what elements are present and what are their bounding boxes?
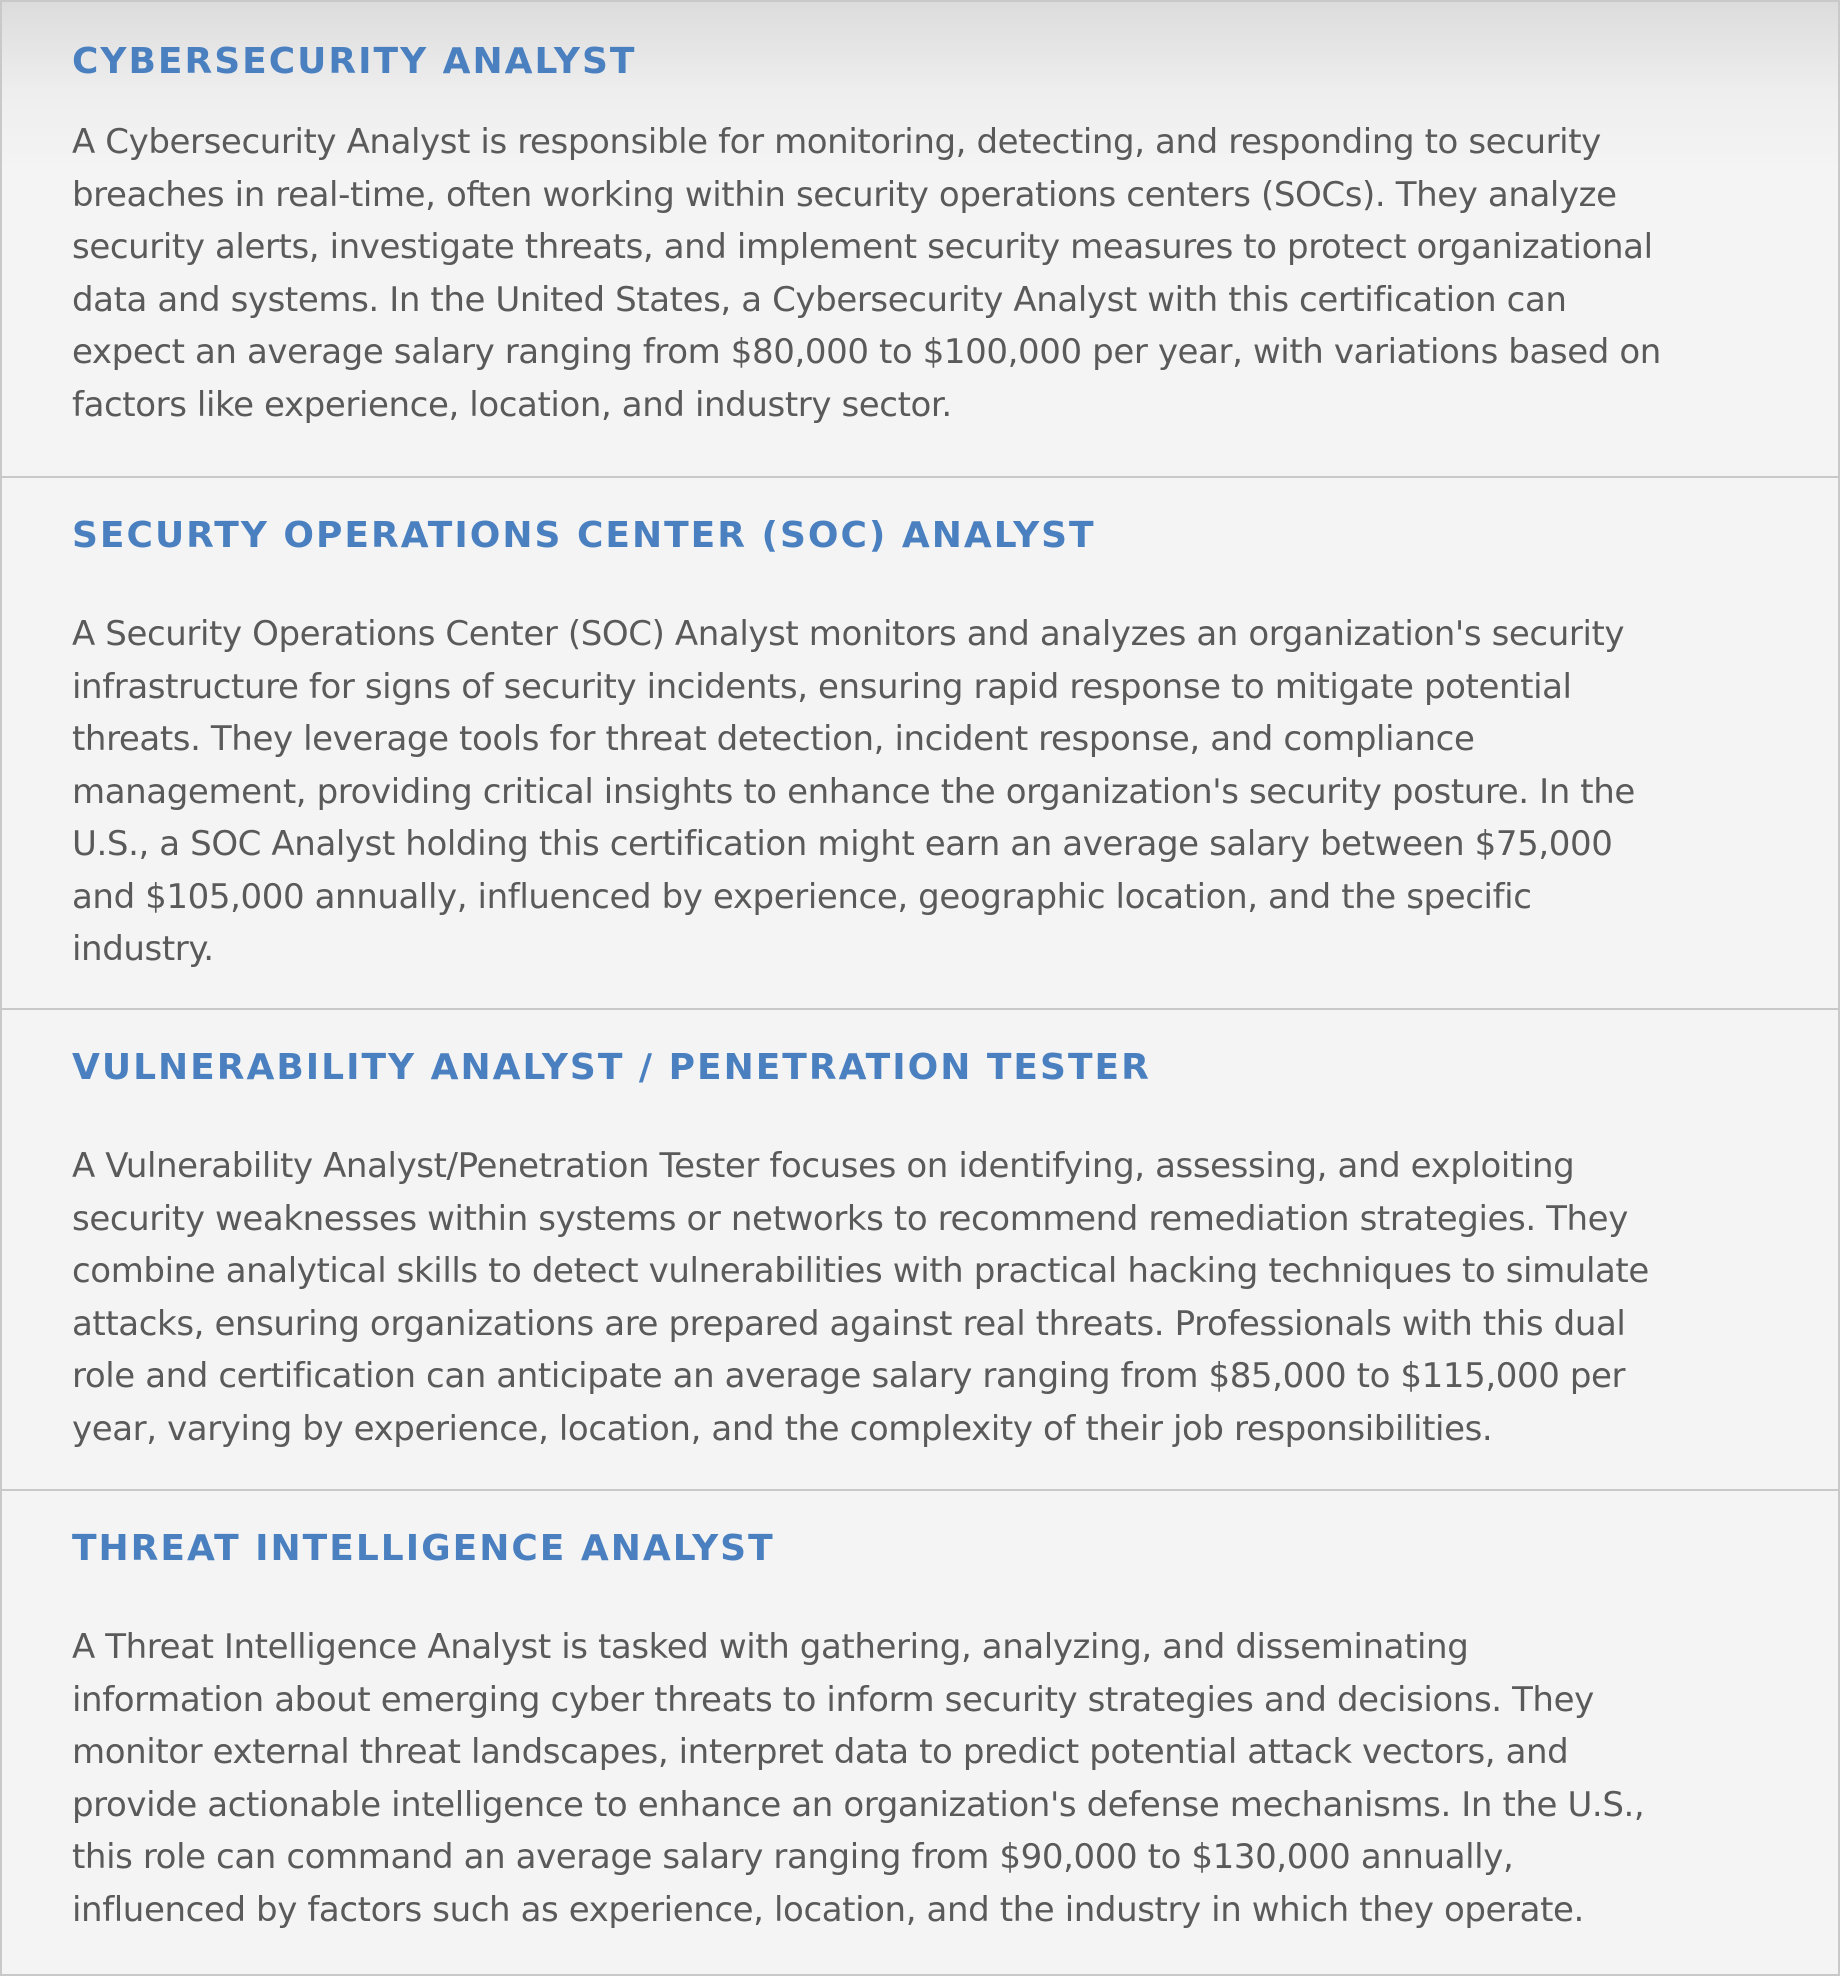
role-title: CYBERSECURITY ANALYST	[72, 41, 637, 82]
role-title: VULNERABILITY ANALYST / PENETRATION TESTER	[72, 1047, 1151, 1088]
role-card-vulnerability-analyst	[0, 1010, 1840, 1491]
description-line: provide actionable intelligence to enhance an organization's defense mechanisms. In the U.S.,	[72, 1784, 1645, 1825]
role-card-soc-analyst	[0, 478, 1840, 1010]
description-line: industry.	[72, 929, 214, 969]
description-line: data and systems. In the United States, a Cybersecurity Analyst with this certification can	[72, 279, 1567, 320]
role-description	[72, 1140, 1772, 1455]
role-description	[72, 608, 1772, 976]
role-description	[72, 1621, 1772, 1936]
role-title: SECURTY OPERATIONS CENTER (SOC) ANALYST	[72, 515, 1096, 556]
description-line: threats. They leverage tools for threat detection, incident response, and compliance	[72, 719, 1475, 759]
description-line: breaches in real-time, often working within security operations centers (SOCs). They analyze	[72, 174, 1617, 215]
description-line: this role can command an average salary ranging from $90,000 to $130,000 annually,	[72, 1837, 1514, 1877]
role-card-threat-intelligence-analyst	[0, 1491, 1840, 1976]
role-title: THREAT INTELLIGENCE ANALYST	[72, 1528, 775, 1569]
description-line: and $105,000 annually, influenced by experience, geographic location, and the specific	[72, 876, 1532, 917]
description-line: monitor external threat landscapes, interpret data to predict potential attack vectors, and	[72, 1732, 1569, 1772]
role-card-cybersecurity-analyst	[0, 0, 1840, 478]
description-line: A Security Operations Center (SOC) Analyst monitors and analyzes an organization's security	[72, 614, 1625, 654]
description-line: factors like experience, location, and industry sector.	[72, 384, 952, 425]
description-line: A Cybersecurity Analyst is responsible for monitoring, detecting, and responding to security	[72, 122, 1601, 162]
description-line: influenced by factors such as experience, location, and the industry in which they operate.	[72, 1889, 1584, 1930]
description-line: infrastructure for signs of security incidents, ensuring rapid response to mitigate potential	[72, 666, 1572, 707]
role-description	[72, 116, 1772, 431]
description-line: information about emerging cyber threats to inform security strategies and decisions. They	[72, 1679, 1594, 1720]
description-line: U.S., a SOC Analyst holding this certification might earn an average salary between $75,000	[72, 824, 1613, 864]
description-line: attacks, ensuring organizations are prepared against real threats. Professionals with this dual	[72, 1303, 1626, 1344]
description-line: year, varying by experience, location, and the complexity of their job responsibilities.	[72, 1408, 1493, 1449]
description-line: management, providing critical insights to enhance the organization's security posture. In the	[72, 771, 1635, 812]
description-line: expect an average salary ranging from $80,000 to $100,000 per year, with variations based on	[72, 332, 1661, 372]
description-line: combine analytical skills to detect vulnerabilities with practical hacking techniques to simulate	[72, 1251, 1649, 1291]
description-line: A Vulnerability Analyst/Penetration Tester focuses on identifying, assessing, and exploiting	[72, 1146, 1575, 1186]
description-line: security weaknesses within systems or networks to recommend remediation strategies. They	[72, 1198, 1628, 1239]
description-line: security alerts, investigate threats, and implement security measures to protect organizational	[72, 227, 1653, 267]
description-line: A Threat Intelligence Analyst is tasked with gathering, analyzing, and disseminating	[72, 1627, 1469, 1667]
description-line: role and certification can anticipate an average salary ranging from $85,000 to $115,000 per	[72, 1356, 1626, 1396]
